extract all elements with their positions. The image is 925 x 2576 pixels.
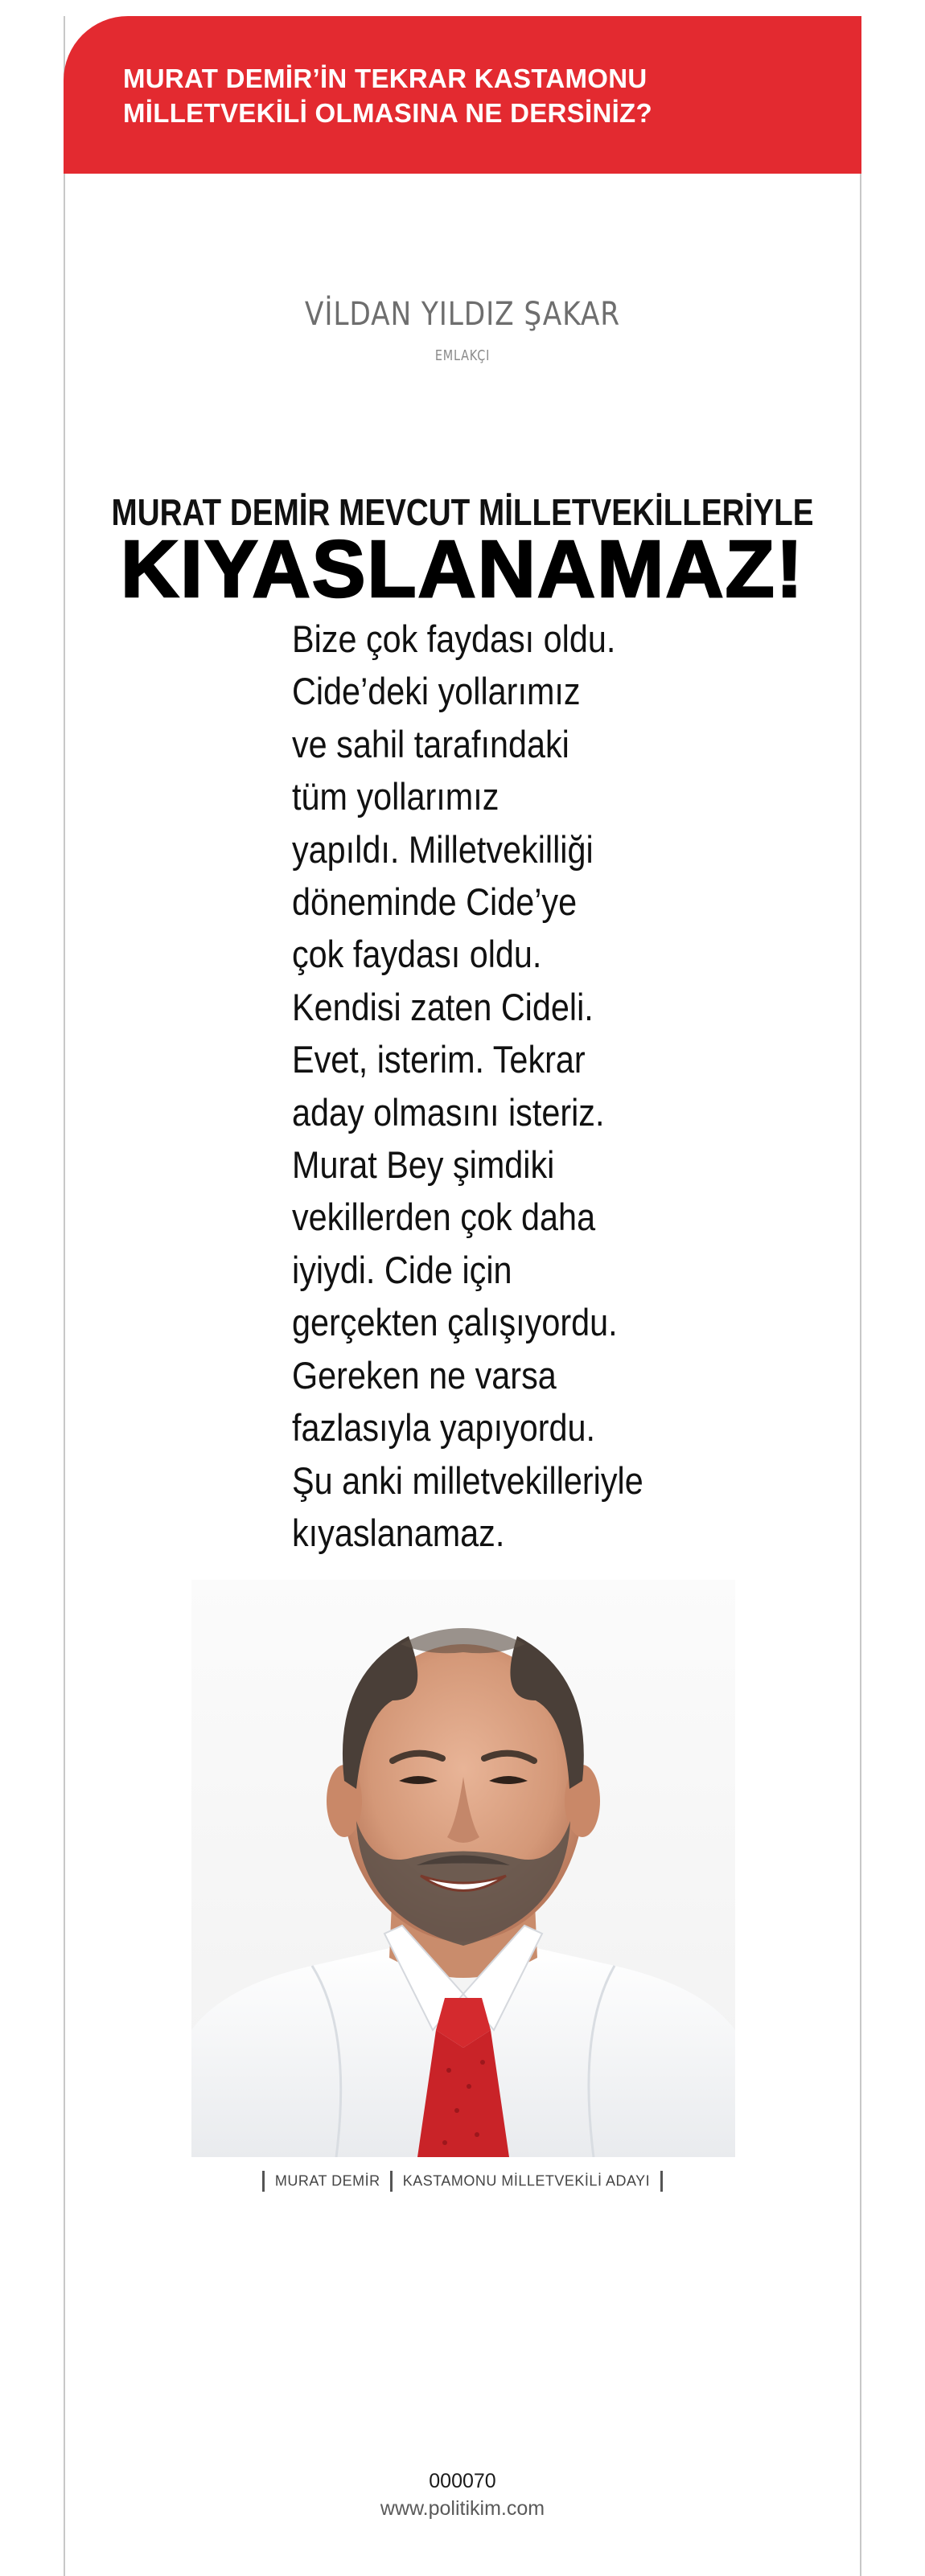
- quote-body: [292, 613, 742, 1559]
- interviewee-occupation: EMLAKÇI: [434, 347, 491, 364]
- quote-line: gerçekten çalışıyordu.: [292, 1301, 618, 1344]
- header-title-line-1: MURAT DEMİR’İN TEKRAR KASTAMONU: [123, 64, 648, 93]
- candidate-portrait-photo: [191, 1580, 735, 2157]
- quote-line: yapıldı. Milletvekilliği: [292, 827, 594, 871]
- quote-line: Bize çok faydası oldu.: [292, 617, 616, 660]
- quote-line: döneminde Cide’ye: [292, 880, 578, 924]
- quote-line: Gereken ne varsa: [292, 1353, 557, 1397]
- quote-line: fazlasıyla yapıyordu.: [292, 1406, 596, 1450]
- headline-title: KIYASLANAMAZ!: [120, 524, 805, 614]
- quote-line: Murat Bey şimdiki: [292, 1143, 555, 1187]
- quote-line: Cide’deki yollarımız: [292, 670, 581, 713]
- quote-line: aday olmasını isteriz.: [292, 1090, 605, 1134]
- header-banner: [64, 16, 861, 174]
- quote-line: kıyaslanamaz.: [292, 1511, 505, 1554]
- caption-candidate-title: KASTAMONU MİLLETVEKİLİ ADAYI: [402, 2172, 651, 2189]
- quote-line: vekillerden çok daha: [292, 1196, 596, 1239]
- footer-website-link[interactable]: www.politikim.com: [380, 2497, 545, 2520]
- quote-line: ve sahil tarafındaki: [292, 722, 569, 765]
- caption-separator: [390, 2171, 393, 2192]
- caption-separator: [660, 2171, 663, 2192]
- photo-caption: [0, 2171, 925, 2192]
- headline-subtitle: MURAT DEMİR MEVCUT MİLLETVEKİLLERİYLE: [111, 491, 814, 533]
- quote-line: Şu anki milletvekilleriyle: [292, 1458, 643, 1502]
- caption-candidate-name: MURAT DEMİR: [274, 2172, 380, 2189]
- quote-line: iyiydi. Cide için: [292, 1248, 512, 1291]
- quote-line: çok faydası oldu.: [292, 933, 542, 976]
- interviewee-name: VİLDAN YILDIZ ŞAKAR: [304, 296, 621, 333]
- header-title-line-2: MİLLETVEKİLİ OLMASINA NE DERSİNİZ?: [123, 98, 652, 128]
- quote-line: Evet, isterim. Tekrar: [292, 1038, 586, 1081]
- quote-line: tüm yollarımız: [292, 775, 500, 818]
- caption-separator: [262, 2171, 265, 2192]
- quote-line: Kendisi zaten Cideli.: [292, 985, 594, 1028]
- footer-code: 000070: [429, 2470, 496, 2492]
